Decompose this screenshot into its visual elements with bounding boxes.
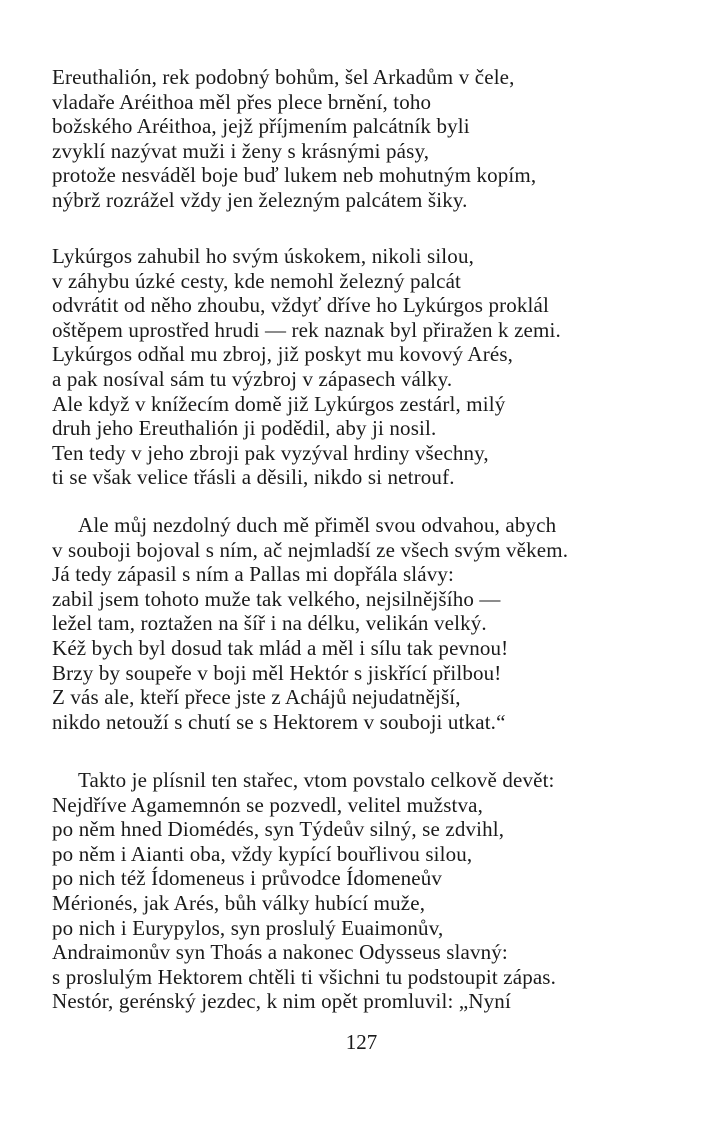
verse-line: druh jeho Ereuthalión ji podědil, aby ji nosil. <box>52 416 437 441</box>
verse-line: oštěpem uprostřed hrudi — rek naznak byl přiražen k zemi. <box>52 317 561 342</box>
verse-line: božského Aréithoa, jejž příjmením palcátník byli <box>52 114 470 139</box>
verse-line: po nich též Ídomeneus i průvodce Ídomeneův <box>52 866 443 891</box>
verse-line: Andraimonův syn Thoás a nakonec Odysseus slavný: <box>52 940 508 965</box>
verse-line: Ereuthalión, rek podobný bohům, šel Arkadům v čele, <box>52 65 515 89</box>
verse-line: Z vás ale, kteří přece jste z Achájů nejudatnější, <box>52 685 461 710</box>
verse-line: Nejdříve Agamemnón se pozvedl, velitel mužstva, <box>52 792 484 817</box>
stanza-2 <box>52 244 712 490</box>
verse-line: Nestór, gerénský jezdec, k nim opět promluvil: „Nyní <box>52 989 511 1014</box>
verse-line: Ten tedy v jeho zbroji pak vyzýval hrdiny všechny, <box>52 440 489 465</box>
stanza-3 <box>52 513 712 734</box>
verse-line: zabil jsem tohoto muže tak velkého, nejsilnějšího — <box>52 586 501 611</box>
page-number: 127 <box>345 1030 378 1054</box>
stanza-4 <box>52 768 712 1014</box>
stanza-1 <box>52 65 712 213</box>
verse-line: s proslulým Hektorem chtěli ti všichni tu podstoupit zápas. <box>52 964 557 989</box>
verse-line: Lykúrgos odňal mu zbroj, již poskyt mu kovový Arés, <box>52 342 514 367</box>
verse-line: po nich i Eurypylos, syn proslulý Euaimonův, <box>52 915 444 940</box>
verse-line: po něm i Aianti oba, vždy kypící bouřlivou silou, <box>52 841 473 866</box>
verse-line: Brzy by soupeře v boji měl Hektór s jiskřící přilbou! <box>52 660 502 685</box>
verse-line: Ale můj nezdolný duch mě přiměl svou odvahou, abych <box>78 513 557 537</box>
verse-line: ti se však velice třásli a děsili, nikdo si netrouf. <box>52 465 455 490</box>
verse-line: ležel tam, roztažen na šíř i na délku, velikán velký. <box>52 611 487 636</box>
verse-line: Lykúrgos zahubil ho svým úskokem, nikoli silou, <box>52 244 474 268</box>
verse-line: a pak nosíval sám tu výzbroj v zápasech války. <box>52 366 453 391</box>
verse-line: Kéž bych byl dosud tak mlád a měl i sílu tak pevnou! <box>52 635 509 660</box>
verse-line: v souboji bojoval s ním, ač nejmladší ze všech svým věkem. <box>52 537 569 562</box>
verse-line: Takto je plísnil ten stařec, vtom povstalo celkově devět: <box>78 768 555 792</box>
verse-line: Já tedy zápasil s ním a Pallas mi dopřála slávy: <box>52 562 455 587</box>
verse-line: nýbrž rozrážel vždy jen železným palcátem šiky. <box>52 187 468 212</box>
verse-line: Ale když v knížecím domě již Lykúrgos zestárl, milý <box>52 391 506 416</box>
verse-line: zvyklí nazývat muži i ženy s krásnými pásy, <box>52 138 430 163</box>
verse-line: odvrátit od něho zhoubu, vždyť dříve ho Lykúrgos proklál <box>52 293 549 318</box>
verse-line: protože nesváděl boje buď lukem neb mohutným kopím, <box>52 163 537 188</box>
verse-line: v záhybu úzké cesty, kde nemohl železný palcát <box>52 268 462 293</box>
verse-line: vladaře Aréithoa měl přes plece brnění, toho <box>52 89 432 114</box>
verse-line: po něm hned Diomédés, syn Týdeův silný, se zdvihl, <box>52 817 505 842</box>
verse-line: nikdo netouží s chutí se s Hektorem v souboji utkat.“ <box>52 709 506 734</box>
verse-line: Mérionés, jak Arés, bůh války hubící muže, <box>52 890 426 915</box>
